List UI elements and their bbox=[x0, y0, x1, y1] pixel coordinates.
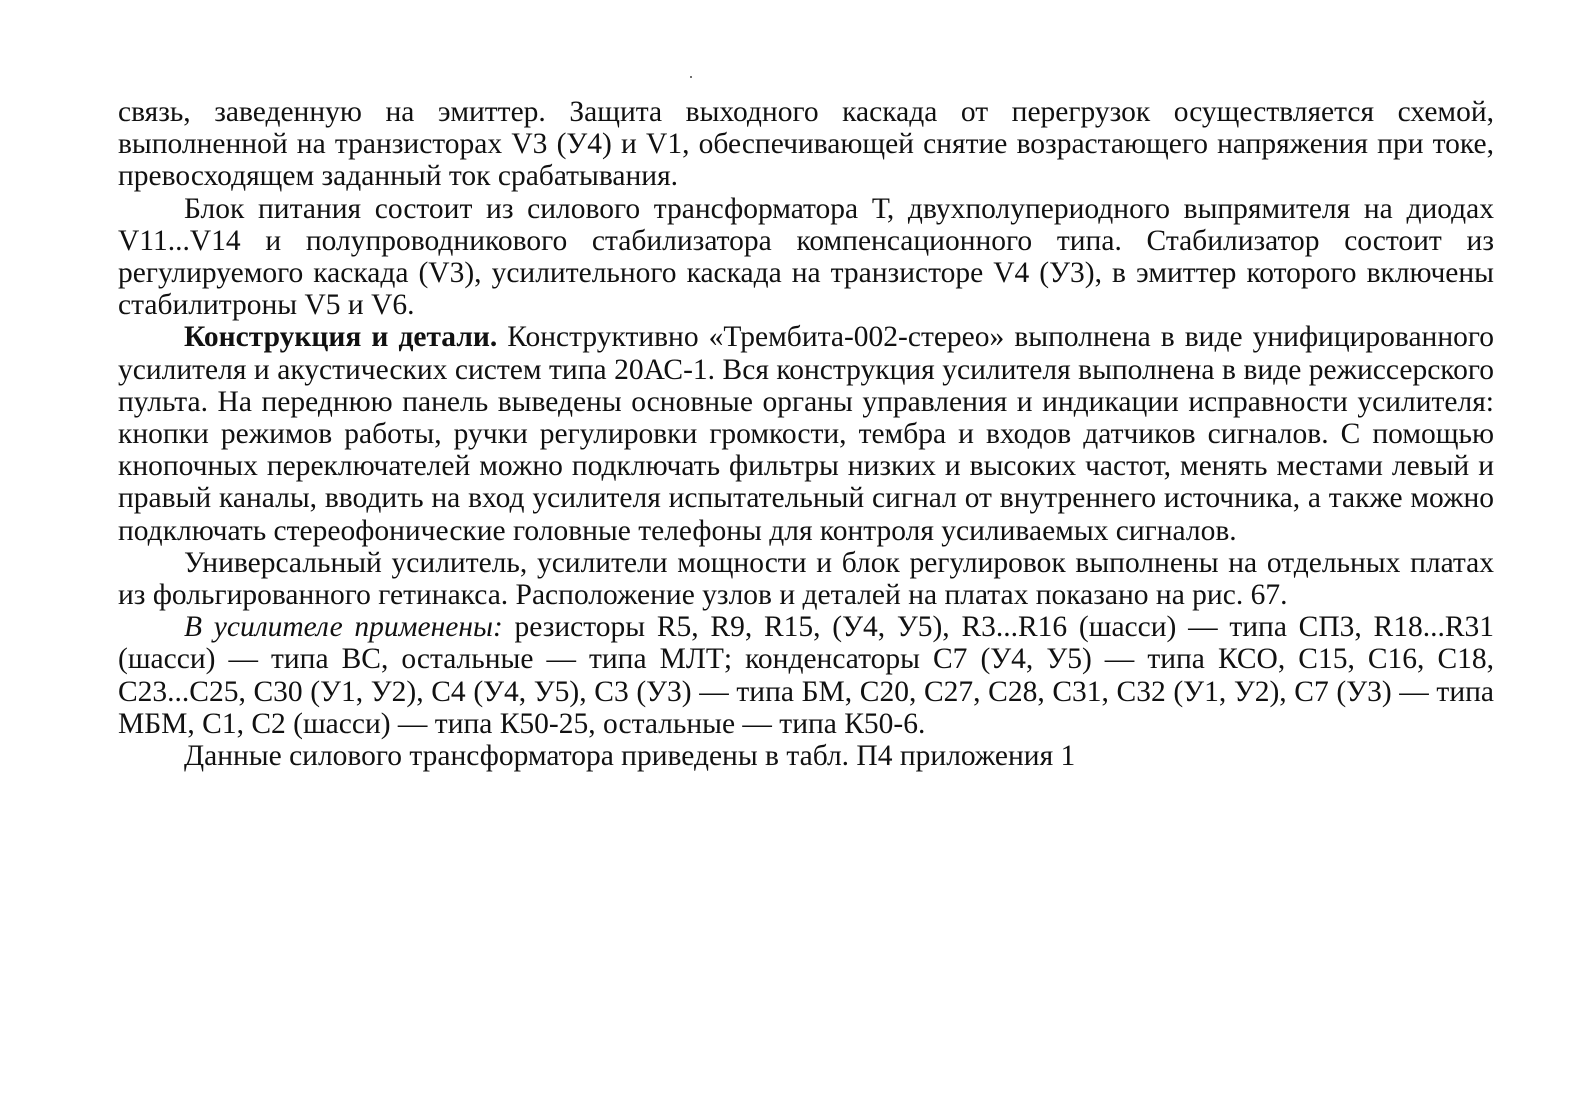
paragraph-2-text: Блок питания состоит из силового трансформатора Т, двухполупериодного выпрямителя на диодах V11...V14 и полупроводникового стабилизатора компенсационного типа. Стабилизатор состоит из регулируемого каскада (V3), усилительного каскада на транзисторе V4 (У3), в эмиттер которого включены стабилитроны V5 и V6. bbox=[118, 192, 1494, 322]
section-heading: Конструкция и детали. bbox=[184, 321, 498, 354]
paragraph-4 bbox=[118, 547, 1494, 611]
paragraph-2 bbox=[118, 193, 1494, 322]
paragraph-6 bbox=[118, 740, 1494, 772]
paragraph-4-text: Универсальный усилитель, усилители мощности и блок регулировок выполнены на отдельных платах из фольгированного гетинакса. Расположение узлов и деталей на платах показано на рис. 67. bbox=[118, 546, 1494, 612]
components-lead: В усилителе применены: bbox=[184, 611, 503, 644]
paragraph-1 bbox=[118, 96, 1494, 193]
paragraph-3-text: Конструктивно «Трембита-002-стерео» выполнена в виде унифицированного усилителя и акустических систем типа 20АС-1. Вся конструкция усилителя выполнена в виде режиссерского пульта. На переднюю панель выведены основные органы управления и индикации исправности усилителя: кнопки режимов работы, ручки регулировки громкости, тембра и входов датчиков сигналов. С помощью кнопочных переключателей можно подключать фильтры низких и высоких частот, менять местами левый и правый каналы, вводить на вход усилителя испытательный сигнал от внутреннего источника, а также можно подключать стереофонические головные телефоны для контроля усиливаемых сигналов. bbox=[118, 321, 1494, 547]
paragraph-5 bbox=[118, 611, 1494, 740]
paragraph-1-text: связь, заведенную на эмиттер. Защита выходного каскада от перегрузок осуществляется схемой, выполненной на транзисторах V3 (У4) и V1, обеспечивающей снятие возрастающего напряжения при токе, превосходящем заданный ток срабатывания. bbox=[118, 96, 1494, 193]
paragraph-6-text: Данные силового трансформатора приведены в табл. П4 приложения 1 bbox=[184, 740, 1076, 773]
paragraph-3 bbox=[118, 321, 1494, 546]
paragraph-5-text: резисторы R5, R9, R15, (У4, У5), R3...R16 (шасси) — типа СП3, R18...R31 (шасси) — типа ВС, остальные — типа МЛТ; конденсаторы С7 (У4, У5) — типа КСО, С15, С16, С18, С23...С25, С30 (У1, У2), С4 (У4, У5), С3 (У3) — типа БМ, С20, С27, С28, С31, С32 (У1, У2), С7 (У3) — типа МБМ, С1, С2 (шасси) — типа К50-25, остальные — типа К50-6. bbox=[118, 611, 1495, 740]
document-page bbox=[118, 96, 1494, 772]
print-speck bbox=[690, 76, 692, 78]
